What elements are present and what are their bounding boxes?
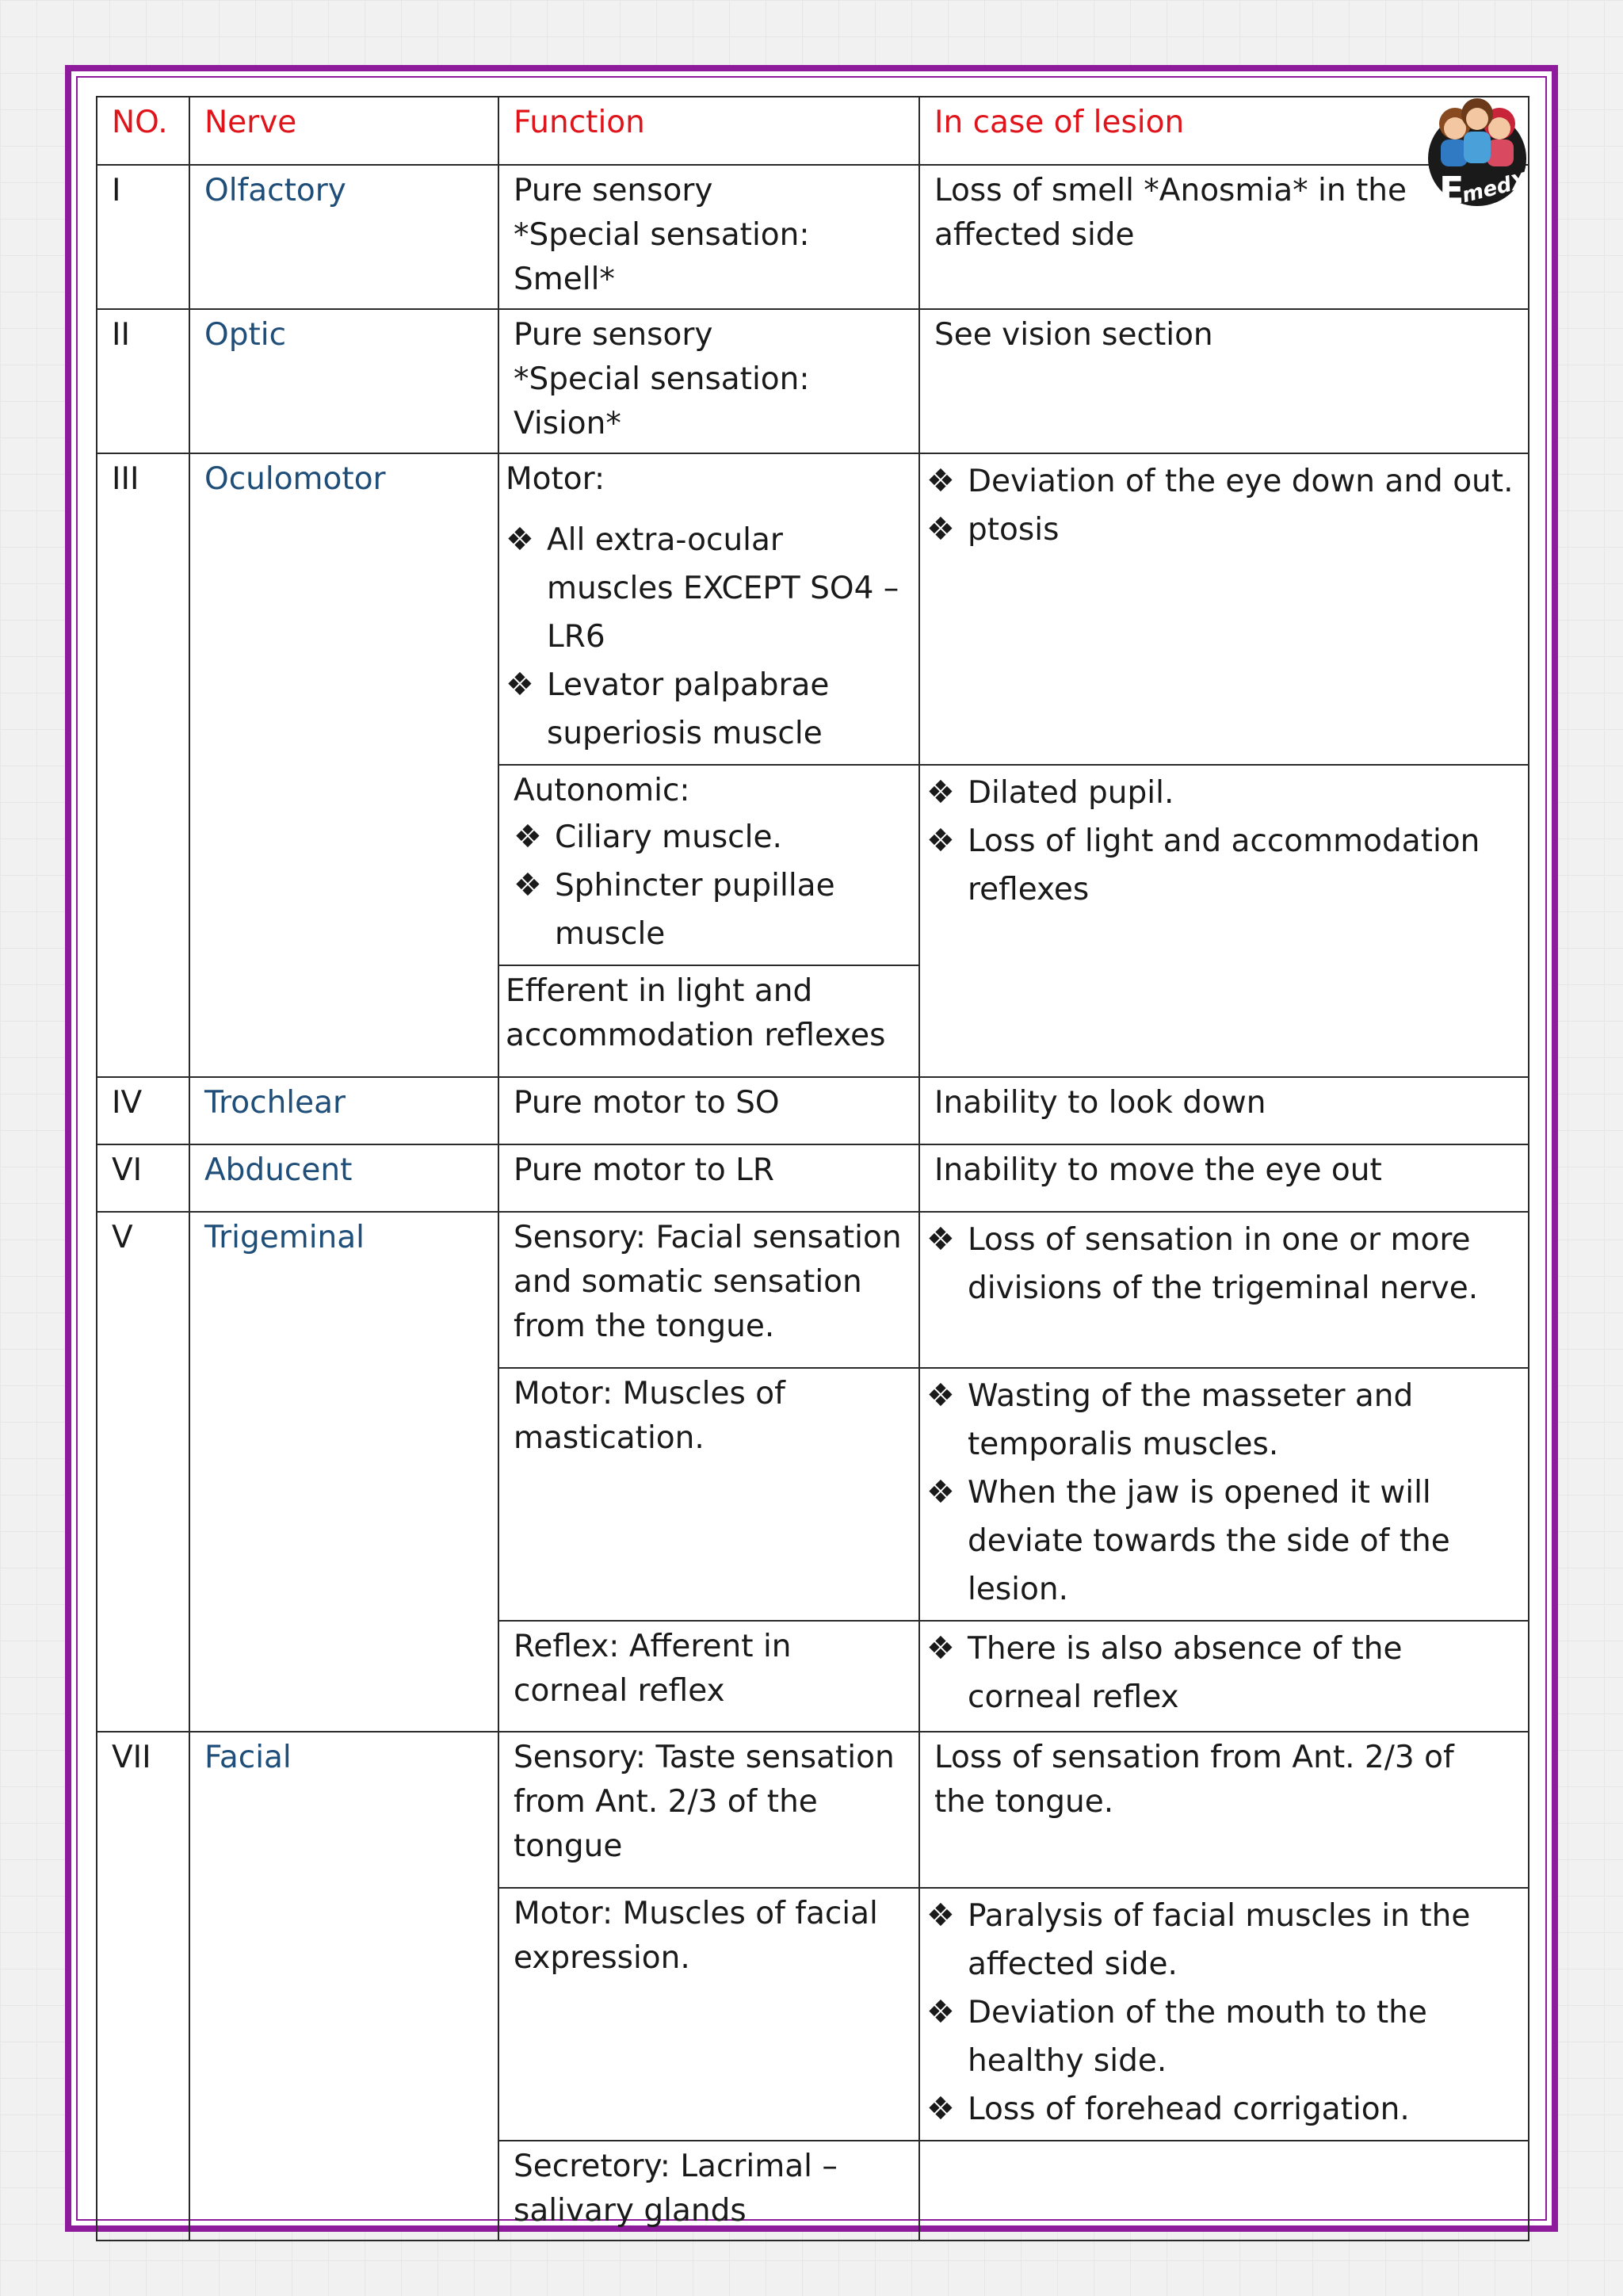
list-item: ❖ There is also absence of the corneal reflex	[926, 1625, 1514, 1721]
cranial-nerves-table	[96, 96, 1529, 2241]
function-cell: Motor: Muscles of facial expression.	[498, 1888, 919, 2141]
function-cell: Efferent in light and accommodation reflexes	[498, 965, 919, 1077]
table-row	[97, 1732, 1529, 1888]
lesion-line: affected side	[934, 217, 1135, 253]
function-cell: Pure motor to SO	[498, 1077, 919, 1144]
table-header-row	[97, 97, 1529, 165]
function-line: Pure sensory	[514, 173, 713, 208]
bullet-icon: ❖	[926, 1221, 955, 1258]
logo-text: medX	[1459, 168, 1529, 208]
list-item: ❖ Loss of forehead corrigation.	[926, 2085, 1514, 2134]
function-label: Motor:	[506, 461, 605, 497]
table-row	[97, 165, 1529, 309]
table-row	[97, 1077, 1529, 1144]
lesion-cell	[919, 1212, 1529, 1368]
list-item: ❖ ptosis	[926, 506, 1514, 554]
bullet-icon: ❖	[926, 823, 955, 859]
bullet-icon: ❖	[514, 867, 542, 904]
svg-text:E: E	[1439, 169, 1465, 212]
nerve-number: II	[97, 309, 189, 453]
nerve-name: Trochlear	[189, 1077, 498, 1144]
list-item: ❖ When the jaw is opened it will deviate towards the side of the lesion.	[926, 1469, 1514, 1614]
list-item: ❖ Ciliary muscle.	[514, 813, 904, 861]
lesion-line: Loss of smell *Anosmia* in the	[934, 173, 1407, 208]
function-line: Vision*	[514, 406, 621, 441]
lesion-list	[926, 1892, 1514, 2134]
nerve-number: III	[97, 453, 189, 1077]
function-cell	[498, 165, 919, 309]
bullet-icon: ❖	[926, 1897, 955, 1934]
lesion-list	[926, 769, 1514, 914]
bullet-icon: ❖	[926, 2091, 955, 2127]
nerve-name: Facial	[189, 1732, 498, 2241]
table-row	[97, 453, 1529, 765]
function-line: Pure sensory	[514, 317, 713, 353]
header-nerve: Nerve	[189, 97, 498, 165]
list-item: ❖ Loss of light and accommodation reflexes	[926, 817, 1514, 914]
list-item: ❖ Deviation of the mouth to the healthy side.	[926, 1988, 1514, 2085]
table-row	[97, 1144, 1529, 1212]
lesion-list	[926, 457, 1514, 554]
nerve-name: Trigeminal	[189, 1212, 498, 1732]
lesion-cell	[919, 1888, 1529, 2141]
function-cell: Sensory: Facial sensation and somatic sensation from the tongue.	[498, 1212, 919, 1368]
list-item: ❖ Levator palpabrae superiosis muscle	[506, 661, 904, 758]
function-label: Autonomic:	[514, 773, 690, 808]
header-no: NO.	[97, 97, 189, 165]
bullet-icon: ❖	[926, 1994, 955, 2030]
bullet-icon: ❖	[514, 819, 542, 855]
function-cell: Reflex: Afferent in corneal reflex	[498, 1621, 919, 1732]
lesion-list	[926, 1216, 1514, 1312]
list-item: ❖ Dilated pupil.	[926, 769, 1514, 817]
lesion-cell	[919, 1368, 1529, 1621]
header-function: Function	[498, 97, 919, 165]
function-cell: Pure motor to LR	[498, 1144, 919, 1212]
lesion-list	[926, 1625, 1514, 1721]
lesion-cell	[919, 765, 1529, 1077]
function-list	[506, 516, 904, 758]
lesion-cell: Inability to move the eye out	[919, 1144, 1529, 1212]
list-item: ❖ Deviation of the eye down and out.	[926, 457, 1514, 506]
table-row	[97, 309, 1529, 453]
bullet-icon: ❖	[926, 463, 955, 499]
function-line: Smell*	[514, 262, 615, 297]
list-item: ❖ Loss of sensation in one or more divisions of the trigeminal nerve.	[926, 1216, 1514, 1312]
bullet-icon: ❖	[926, 511, 955, 548]
list-item: ❖ Paralysis of facial muscles in the affected side.	[926, 1892, 1514, 1988]
bullet-icon: ❖	[926, 1630, 955, 1667]
lesion-cell	[919, 1621, 1529, 1732]
function-cell	[498, 453, 919, 765]
lesion-list	[926, 1372, 1514, 1614]
header-lesion: In case of lesion	[919, 97, 1529, 165]
nerve-name: Abducent	[189, 1144, 498, 1212]
function-list	[514, 813, 904, 958]
bullet-icon: ❖	[506, 521, 534, 558]
nerve-number: I	[97, 165, 189, 309]
table-row	[97, 1212, 1529, 1368]
lesion-cell	[919, 2141, 1529, 2241]
nerve-name: Olfactory	[189, 165, 498, 309]
bullet-icon: ❖	[506, 667, 534, 703]
bullet-icon: ❖	[926, 774, 955, 811]
function-cell	[498, 765, 919, 965]
function-cell: Secretory: Lacrimal – salivary glands	[498, 2141, 919, 2241]
lesion-cell: Inability to look down	[919, 1077, 1529, 1144]
bullet-icon: ❖	[926, 1377, 955, 1414]
list-item: ❖ Sphincter pupillae muscle	[514, 861, 904, 958]
nerve-name: Optic	[189, 309, 498, 453]
lesion-cell: Loss of sensation from Ant. 2/3 of the tongue.	[919, 1732, 1529, 1888]
nerve-number: IV	[97, 1077, 189, 1144]
nerve-number: V	[97, 1212, 189, 1732]
bullet-icon: ❖	[926, 1474, 955, 1511]
lesion-cell	[919, 453, 1529, 765]
nerve-name: Oculomotor	[189, 453, 498, 1077]
lesion-cell: See vision section	[919, 309, 1529, 453]
team-logo-icon	[1423, 86, 1531, 216]
function-cell: Sensory: Taste sensation from Ant. 2/3 of the tongue	[498, 1732, 919, 1888]
function-cell: Motor: Muscles of mastication.	[498, 1368, 919, 1621]
list-item: ❖ All extra-ocular muscles EXCEPT SO4 – LR6	[506, 516, 904, 661]
list-item: ❖ Wasting of the masseter and temporalis muscles.	[926, 1372, 1514, 1469]
nerve-number: VII	[97, 1732, 189, 2241]
nerve-number: VI	[97, 1144, 189, 1212]
function-line: *Special sensation:	[514, 217, 810, 253]
function-cell	[498, 309, 919, 453]
function-line: *Special sensation:	[514, 361, 810, 397]
